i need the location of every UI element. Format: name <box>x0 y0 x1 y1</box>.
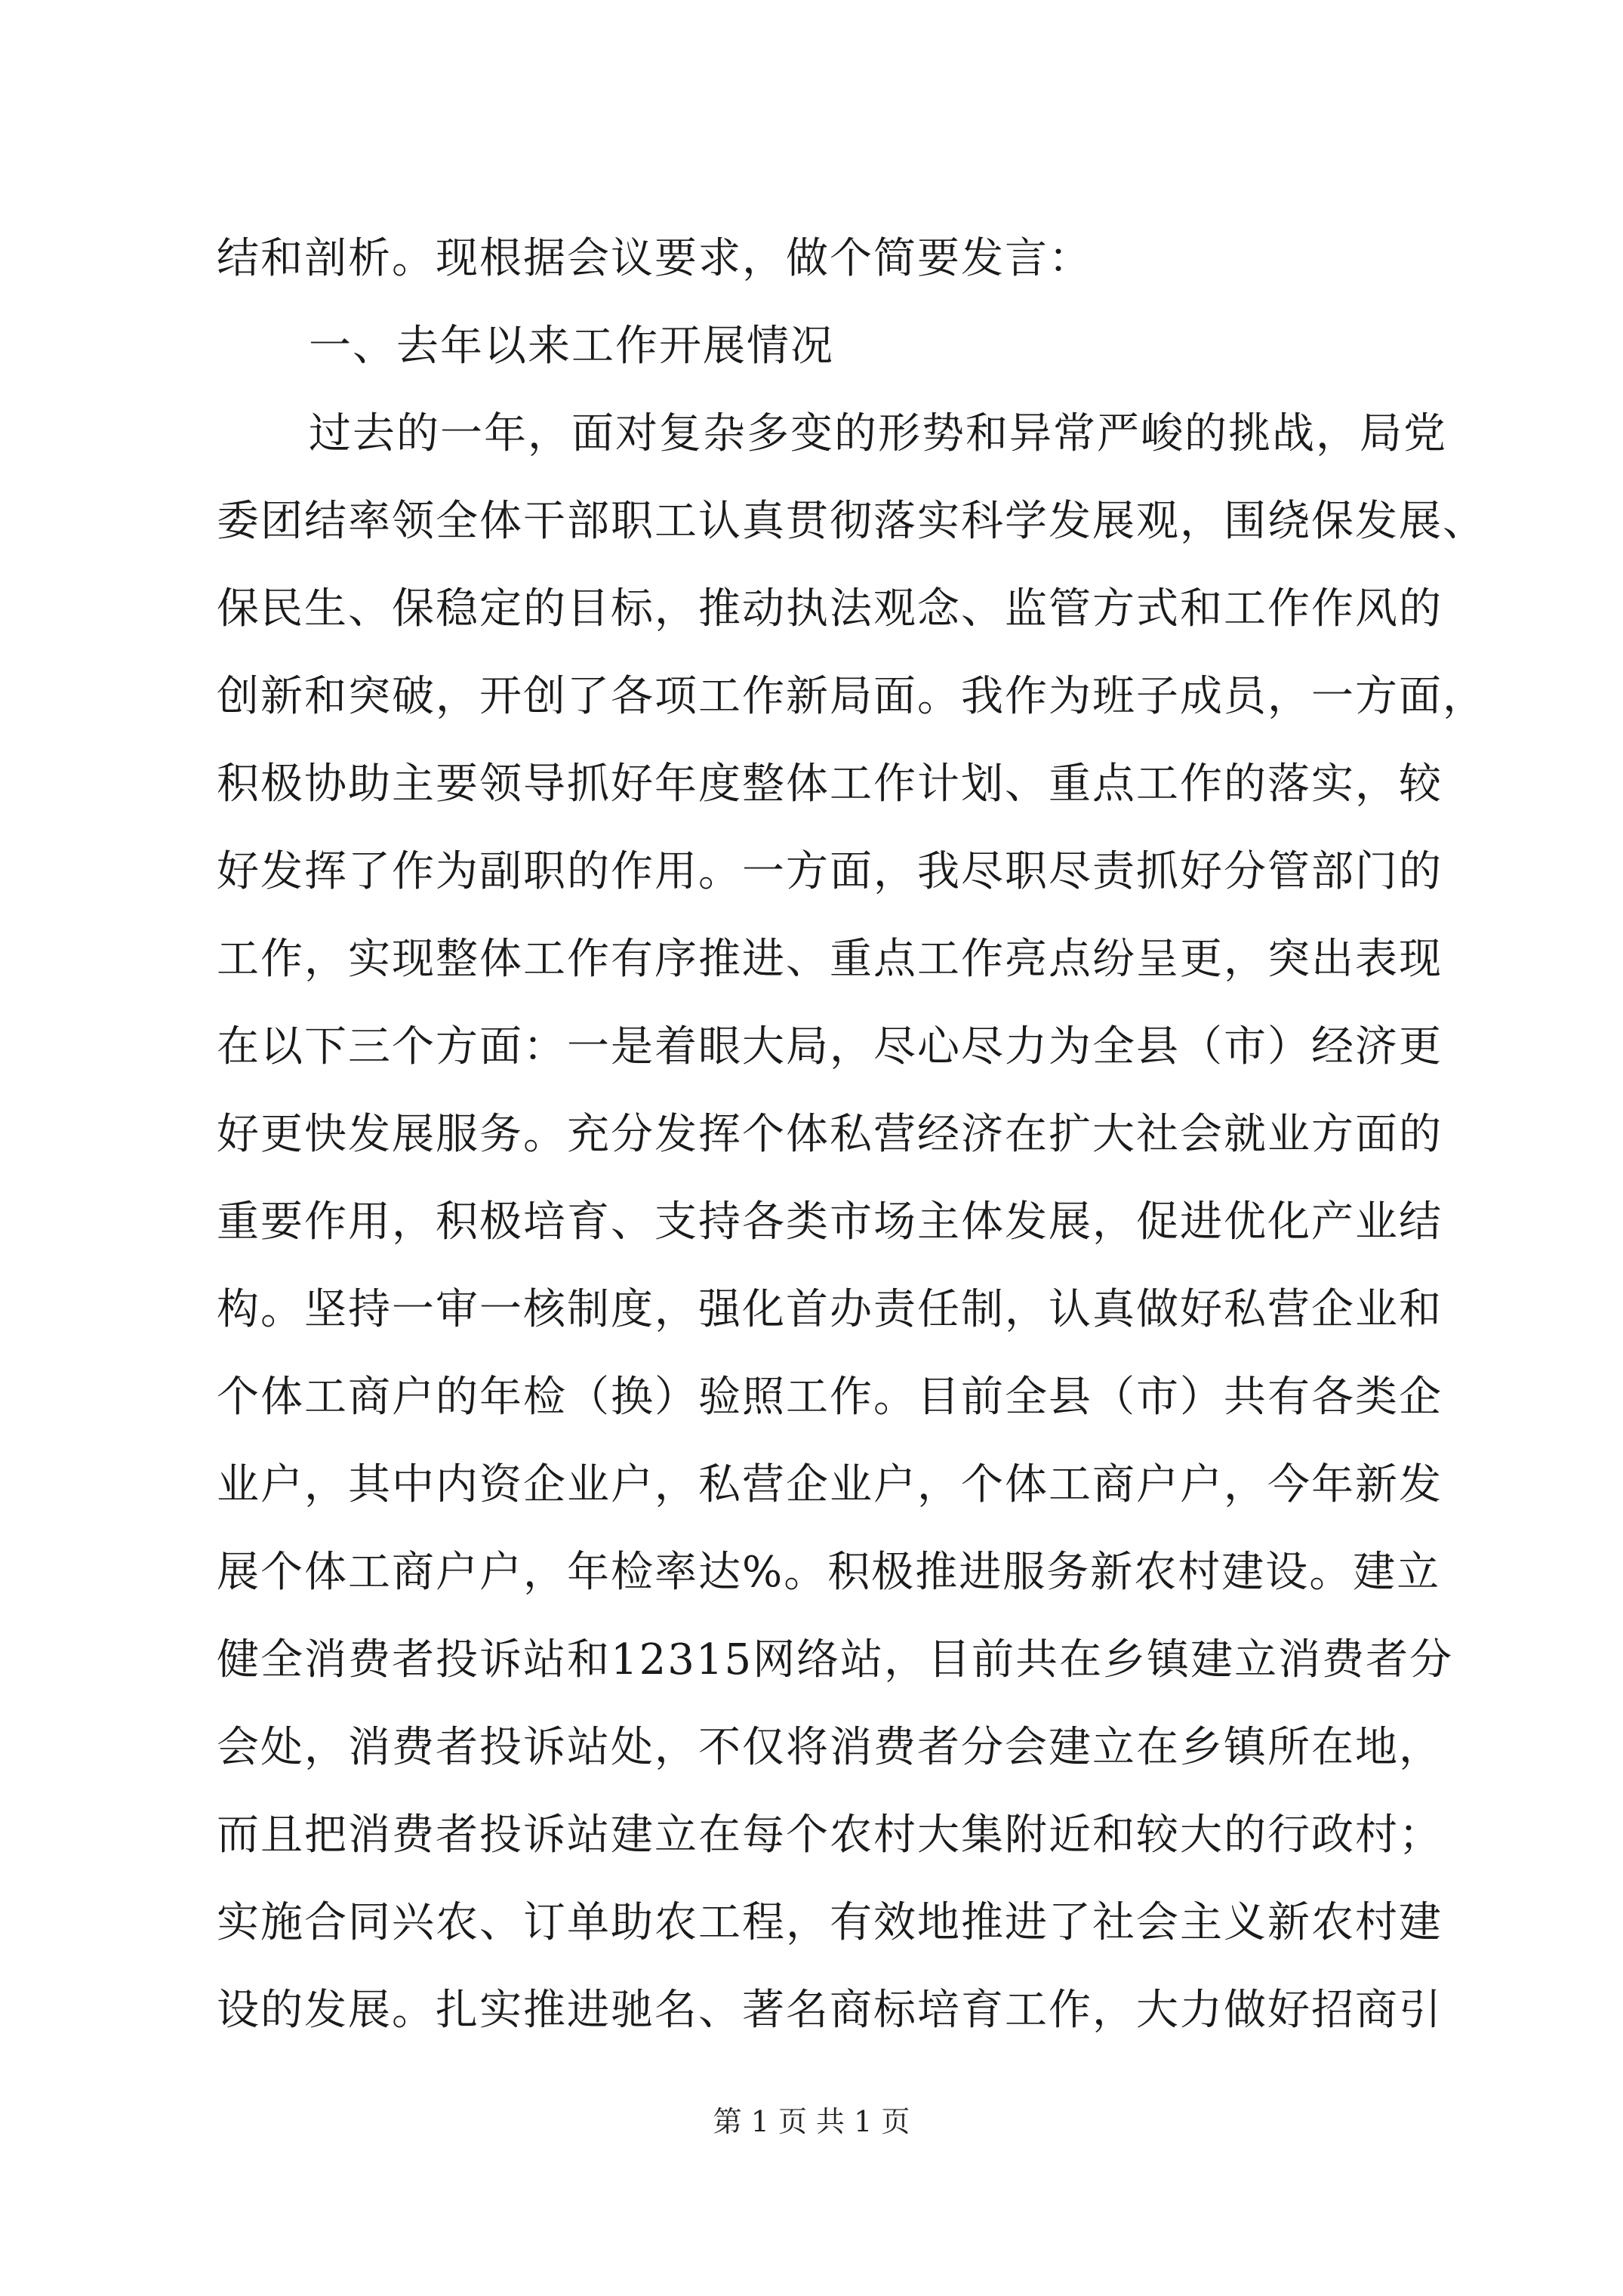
text-line: 好更快发展服务。充分发挥个体私营经济在扩大社会就业方面的 <box>217 1110 1443 1159</box>
page-number-footer: 第 1 页 共 1 页 <box>713 2105 910 2138</box>
text-line: 好发挥了作为副职的作用。一方面，我尽职尽责抓好分管部门的 <box>217 847 1443 896</box>
text-line: 结和剖析。现根据会议要求，做个简要发言： <box>217 234 1092 283</box>
text-line: 个体工商户的年检（换）验照工作。目前全县（市）共有各类企 <box>217 1373 1443 1422</box>
text-line: 展个体工商户户，年检率达%。积极推进服务新农村建设。建立 <box>217 1548 1441 1597</box>
text-line: 设的发展。扎实推进驰名、著名商标培育工作，大力做好招商引 <box>217 1986 1443 2035</box>
text-line: 保民生、保稳定的目标，推动执法观念、监管方式和工作作风的 <box>217 584 1443 633</box>
text-line: 工作，实现整体工作有序推进、重点工作亮点纷呈更，突出表现 <box>217 935 1443 984</box>
text-line: 健全消费者投诉站和12315网络站，目前共在乡镇建立消费者分 <box>217 1635 1454 1684</box>
text-line: 创新和突破，开创了各项工作新局面。我作为班子成员，一方面， <box>217 672 1486 721</box>
document-body <box>217 215 1486 2054</box>
text-line: 积极协助主要领导抓好年度整体工作计划、重点工作的落实，较 <box>217 760 1443 809</box>
text-line: 构。坚持一审一核制度，强化首办责任制，认真做好私营企业和 <box>217 1285 1443 1334</box>
text-line: 实施合同兴农、订单助农工程，有效地推进了社会主义新农村建 <box>217 1898 1443 1947</box>
text-line: 重要作用，积极培育、支持各类市场主体发展，促进优化产业结 <box>217 1197 1443 1247</box>
text-line: 在以下三个方面：一是着眼大局，尽心尽力为全县（市）经济更 <box>217 1022 1443 1071</box>
text-line: 而且把消费者投诉站建立在每个农村大集附近和较大的行政村； <box>217 1811 1443 1860</box>
text-line: 会处，消费者投诉站处，不仅将消费者分会建立在乡镇所在地， <box>217 1723 1443 1772</box>
text-line: 过去的一年，面对复杂多变的形势和异常严峻的挑战，局党 <box>309 409 1447 458</box>
text-line: 委团结率领全体干部职工认真贯彻落实科学发展观，围绕保发展、 <box>217 497 1486 546</box>
section-heading: 一、去年以来工作开展情况 <box>309 322 834 371</box>
text-line: 业户，其中内资企业户，私营企业户，个体工商户户，今年新发 <box>217 1460 1443 1509</box>
